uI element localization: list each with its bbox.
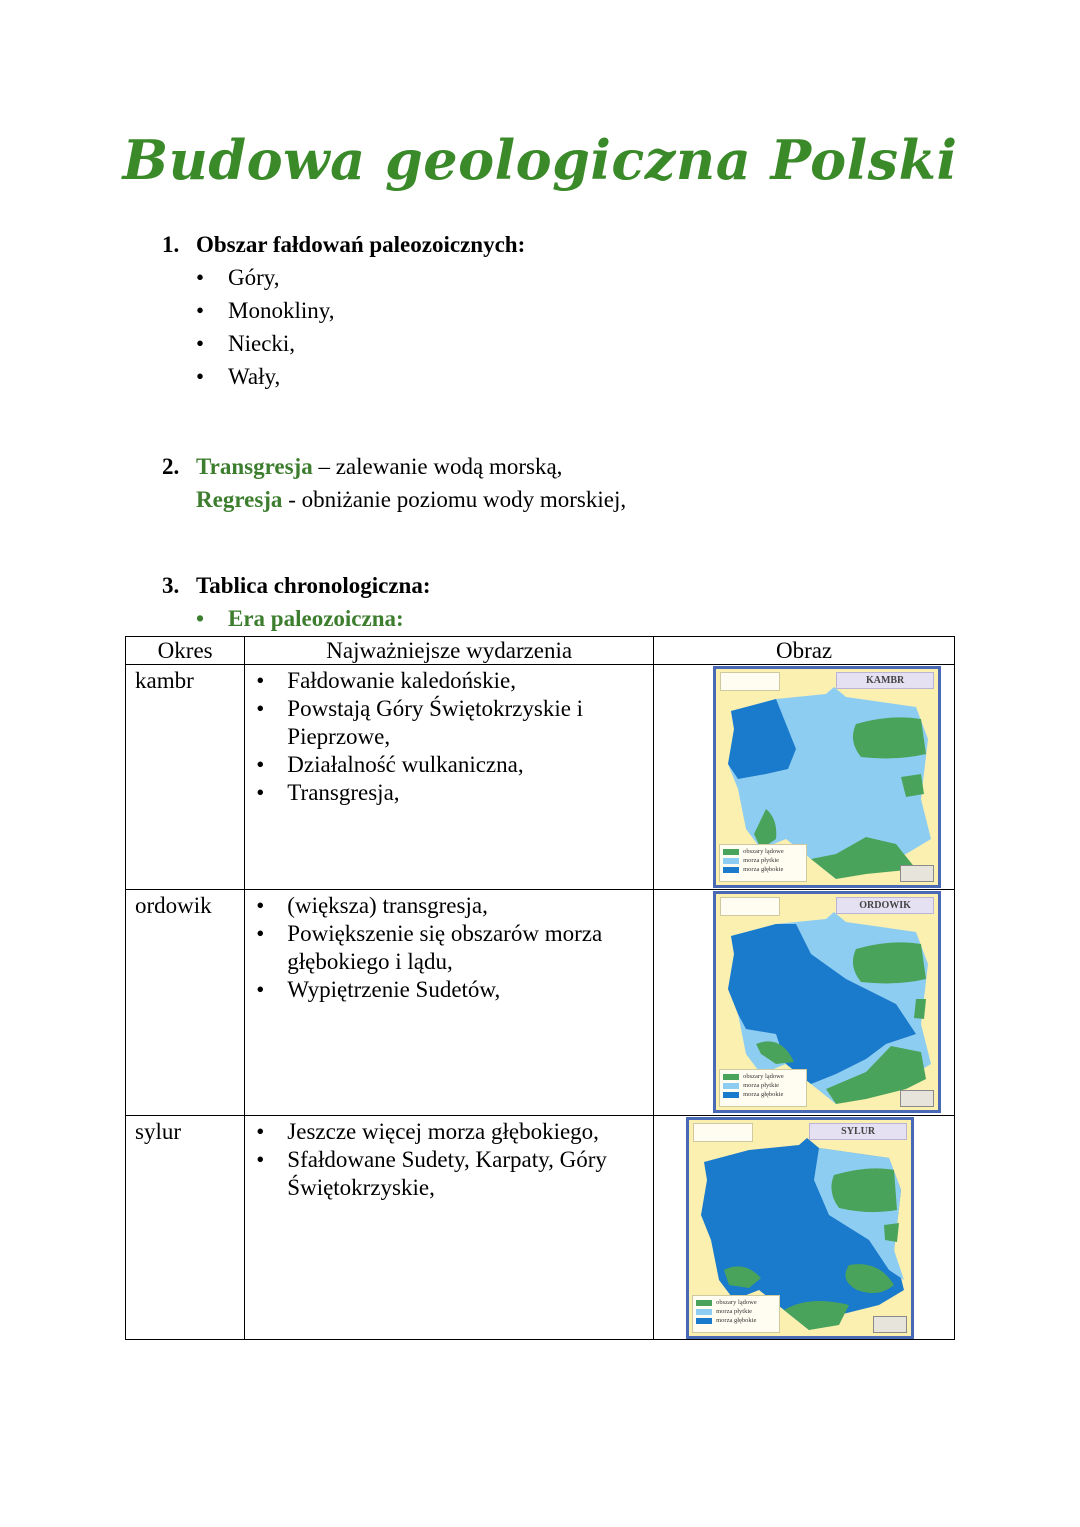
legend-shallow bbox=[723, 856, 803, 865]
definition-transgresja bbox=[162, 450, 626, 483]
section-heading-text: Tablica chronologiczna: bbox=[196, 573, 431, 598]
publisher-logo-icon bbox=[900, 865, 934, 882]
section-number: 3. bbox=[162, 573, 180, 598]
legend-swatch bbox=[723, 1083, 739, 1089]
header-period: Okres bbox=[126, 637, 245, 665]
legend-label: morza głębokie bbox=[743, 866, 784, 873]
section-definitions bbox=[162, 450, 626, 516]
legend-label: morza głębokie bbox=[743, 1091, 784, 1098]
map-note bbox=[720, 672, 780, 691]
image-cell bbox=[654, 1116, 955, 1340]
legend-label: morza płytkie bbox=[743, 857, 780, 864]
legend-label: morza głębokie bbox=[716, 1317, 757, 1324]
era-label: • Era paleozoiczna: bbox=[162, 602, 431, 635]
chronology-table bbox=[125, 636, 955, 1340]
legend-swatch bbox=[723, 1092, 739, 1098]
event-item: • Działalność wulkaniczna, bbox=[245, 751, 653, 779]
table-row bbox=[126, 1116, 955, 1340]
list-item: • Wały, bbox=[162, 360, 525, 393]
section-number: 2. bbox=[162, 454, 180, 479]
section-heading bbox=[162, 569, 431, 602]
header-image: Obraz bbox=[654, 637, 955, 665]
legend-deep bbox=[696, 1316, 776, 1325]
map-kambr bbox=[713, 666, 941, 888]
legend-swatch bbox=[696, 1300, 712, 1306]
events-cell bbox=[245, 1116, 654, 1340]
section-heading-text: Obszar fałdowań paleozoicznych: bbox=[196, 232, 526, 257]
legend-label: morza płytkie bbox=[743, 1082, 780, 1089]
list-item: • Monokliny, bbox=[162, 294, 525, 327]
event-item: • Sfałdowane Sudety, Karpaty, Góry Świętokrzyskie, bbox=[245, 1146, 653, 1202]
legend-label: obszary lądowe bbox=[716, 1299, 757, 1306]
map-title: ORDOWIK bbox=[836, 897, 934, 914]
legend-deep bbox=[723, 1090, 803, 1099]
legend-shallow bbox=[723, 1081, 803, 1090]
period-cell: ordowik bbox=[126, 890, 245, 1116]
legend-land bbox=[723, 847, 803, 856]
legend-land bbox=[696, 1298, 776, 1307]
image-cell bbox=[654, 665, 955, 890]
table-row bbox=[126, 665, 955, 890]
event-item: • Transgresja, bbox=[245, 779, 653, 807]
legend-swatch bbox=[723, 867, 739, 873]
publisher-logo-icon bbox=[900, 1090, 934, 1107]
map-legend bbox=[719, 844, 807, 882]
legend-swatch bbox=[723, 858, 739, 864]
page-title: Budowa geologiczna Polski bbox=[122, 128, 958, 192]
legend-label: obszary lądowe bbox=[743, 848, 784, 855]
map-sylur bbox=[686, 1117, 914, 1339]
event-item: • Fałdowanie kaledońskie, bbox=[245, 667, 653, 695]
event-item: • Powiększenie się obszarów morza głębokiego i lądu, bbox=[245, 920, 653, 976]
legend-deep bbox=[723, 865, 803, 874]
section-number: 1. bbox=[162, 232, 180, 257]
publisher-logo-icon bbox=[873, 1316, 907, 1333]
table-header-row bbox=[126, 637, 955, 665]
legend-label: obszary lądowe bbox=[743, 1073, 784, 1080]
legend-land bbox=[723, 1072, 803, 1081]
list-item: • Góry, bbox=[162, 261, 525, 294]
map-title: KAMBR bbox=[836, 672, 934, 689]
event-item: • Jeszcze więcej morza głębokiego, bbox=[245, 1118, 653, 1146]
list-item: • Niecki, bbox=[162, 327, 525, 360]
map-legend bbox=[719, 1069, 807, 1107]
definition: - obniżanie poziomu wody morskiej, bbox=[282, 487, 627, 512]
definition-regresja bbox=[162, 483, 626, 516]
term: Transgresja bbox=[196, 454, 313, 479]
era-list bbox=[162, 602, 431, 635]
legend-swatch bbox=[696, 1309, 712, 1315]
image-cell bbox=[654, 890, 955, 1116]
term: Regresja bbox=[196, 487, 283, 512]
header-events: Najważniejsze wydarzenia bbox=[245, 637, 654, 665]
map-title: SYLUR bbox=[809, 1123, 907, 1140]
map-ordowik bbox=[713, 891, 941, 1113]
legend-swatch bbox=[696, 1318, 712, 1324]
event-item: • Wypiętrzenie Sudetów, bbox=[245, 976, 653, 1004]
period-cell: sylur bbox=[126, 1116, 245, 1340]
section-heading bbox=[162, 228, 525, 261]
event-item: • (większa) transgresja, bbox=[245, 892, 653, 920]
events-cell bbox=[245, 890, 654, 1116]
table-row bbox=[126, 890, 955, 1116]
event-item: • Powstają Góry Świętokrzyskie i Pieprzowe, bbox=[245, 695, 653, 751]
map-legend bbox=[692, 1295, 780, 1333]
events-cell bbox=[245, 665, 654, 890]
legend-swatch bbox=[723, 849, 739, 855]
folding-list bbox=[162, 261, 525, 393]
map-note bbox=[720, 897, 780, 916]
legend-label: morza płytkie bbox=[716, 1308, 753, 1315]
section-folding bbox=[162, 228, 525, 393]
definition: – zalewanie wodą morską, bbox=[312, 454, 563, 479]
section-chronology bbox=[162, 569, 431, 635]
period-cell: kambr bbox=[126, 665, 245, 890]
legend-shallow bbox=[696, 1307, 776, 1316]
map-note bbox=[693, 1123, 753, 1142]
legend-swatch bbox=[723, 1074, 739, 1080]
